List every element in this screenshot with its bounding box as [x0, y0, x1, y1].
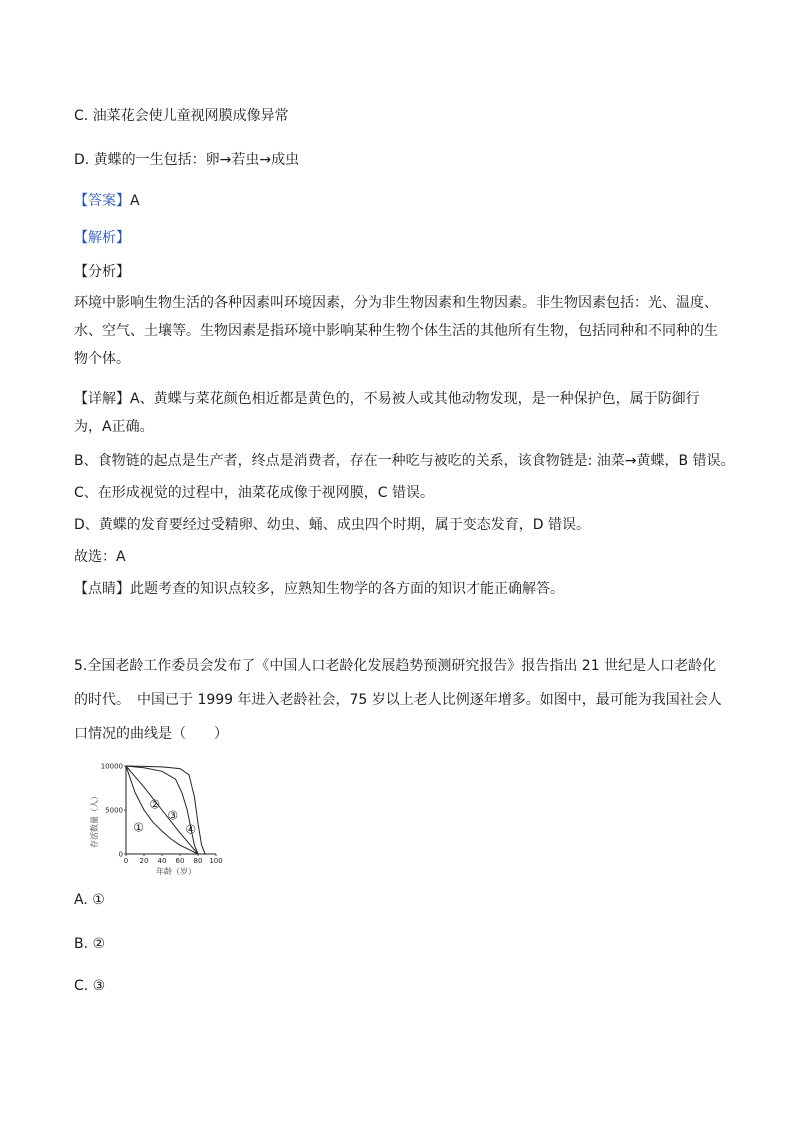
x-tick-label: 20 — [139, 857, 149, 865]
fenxi-paragraph: 环境中影响生物生活的各种因素叫环境因素，分为非生物因素和生物因素。非生物因素包括：光、温度、水、空气、土壤等。生物因素是指环境中影响某种生物个体生活的其他所有生物，包括同种和不同种的生物个体。 — [74, 295, 718, 367]
answer-value: A — [130, 193, 140, 209]
x-tick-label: 80 — [193, 857, 203, 865]
x-tick-label: 60 — [175, 857, 185, 865]
answer-line — [74, 191, 140, 211]
curve-label-2: ② — [149, 797, 161, 812]
x-tick-label: 100 — [209, 857, 223, 865]
fenxi-heading — [74, 262, 130, 282]
analysis-tag: 【解析】 — [74, 230, 130, 246]
curve-label-1: ① — [133, 820, 144, 835]
curve-label-4: ④ — [185, 822, 197, 837]
dianjing-text: 此题考查的知识点较多，应熟知生物学的各方面的知识才能正确解答。 — [130, 581, 564, 597]
dianjing-tag: 【点睛】 — [74, 581, 130, 597]
detail-tag: 【详解】 — [74, 391, 130, 407]
x-tick-label: 40 — [157, 857, 167, 865]
x-tick-label: 0 — [123, 857, 129, 865]
curve-label-3: ③ — [167, 808, 179, 823]
detail-c-line: C、在形成视觉的过程中，油菜花成像于视网膜，C 错误。 — [74, 485, 434, 501]
survival-curve-chart — [88, 758, 228, 876]
option-c-previous: C. 油菜花会使儿童视网膜成像异常 — [74, 108, 289, 124]
y-tick-label: 0 — [118, 850, 123, 859]
analysis-heading — [74, 228, 130, 248]
detail-a-paragraph — [74, 385, 720, 441]
y-tick-label: 5000 — [105, 806, 123, 815]
option-d-previous: D. 黄蝶的一生包括：卵→若虫→成虫 — [74, 152, 300, 168]
detail-b-line: B、食物链的起点是生产者，终点是消费者，存在一种吃与被吃的关系，该食物链是: 油菜→黄蝶，B 错误。 — [74, 453, 735, 469]
question-5-text: 5.全国老龄工作委员会发布了《中国人口老龄化发展趋势预测研究报告》报告指出 21 世纪是人口老龄化的时代。 中国已于 1999 年进入老龄社会，75 岁以上老人比例逐年增多。如图中，最可能为我国社会人口情况的曲线是（ ） — [74, 658, 722, 742]
fenxi-tag: 【分析】 — [74, 264, 130, 280]
detail-a-text: A、黄蝶与菜花颜色相近都是黄色的，不易被人或其他动物发现，是一种保护色，属于防御行为，A正确。 — [74, 391, 700, 435]
detail-d-line: D、黄蝶的发育要经过受精卵、幼虫、蛹、成虫四个时期，属于变态发育，D 错误。 — [74, 517, 591, 533]
choice-b: B. ② — [74, 936, 106, 952]
x-axis-label: 年龄（岁） — [156, 867, 196, 876]
choose-line: 故选：A — [74, 549, 126, 565]
dianjing-line — [74, 579, 564, 599]
y-tick-label: 10000 — [100, 762, 123, 771]
choice-a: A. ① — [74, 892, 105, 908]
y-axis-label: 存活数量（人） — [90, 792, 99, 848]
answer-tag: 【答案】 — [74, 193, 130, 209]
choice-c: C. ③ — [74, 978, 106, 994]
